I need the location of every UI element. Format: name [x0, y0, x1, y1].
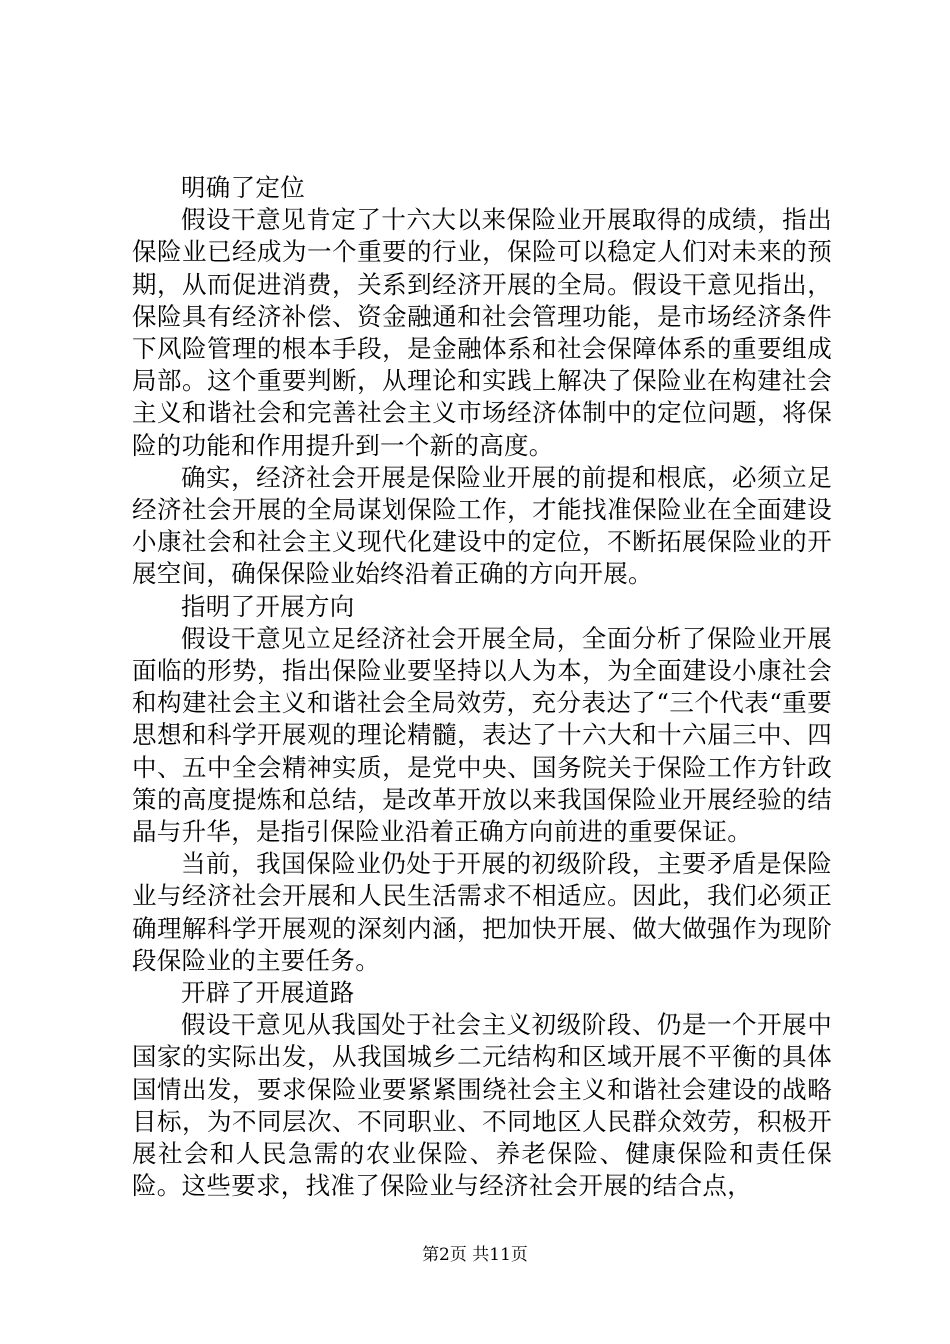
- section-heading-path: 开辟了开展道路: [181, 978, 355, 1008]
- document-body: [132, 172, 832, 1203]
- paragraph: 假设干意见从我国处于社会主义初级阶段、仍是一个开展中国家的实际出发，从我国城乡二元结构和区域开展不平衡的具体国情出发，要求保险业要紧紧围绕社会主义和谐社会建设的战略目标，为不同层次、不同职业、不同地区人民群众效劳，积极开展社会和人民急需的农业保险、养老保险、健康保险和责任保险。这些要求，找准了保险业与经济社会开展的结合点，: [132, 1010, 832, 1201]
- section-heading-positioning: 明确了定位: [181, 173, 305, 202]
- page-number: 第2页: [422, 1245, 467, 1265]
- paragraph: 假设干意见肯定了十六大以来保险业开展取得的成绩，指出保险业已经成为一个重要的行业，保险可以稳定人们对未来的预期，从而促进消费，关系到经济开展的全局。假设干意见指出，保险具有经济补偿、资金融通和社会管理功能，是市场经济条件下风险管理的根本手段，是金融体系和社会保障体系的重要组成局部。这个重要判断，从理论和实践上解决了保险业在构建社会主义和谐社会和完善社会主义市场经济体制中的定位问题，将保险的功能和作用提升到一个新的高度。: [132, 205, 832, 460]
- page-footer: [0, 1243, 950, 1267]
- section-heading-direction: 指明了开展方向: [181, 591, 355, 621]
- paragraph: 确实，经济社会开展是保险业开展的前提和根底，必须立足经济社会开展的全局谋划保险工作，才能找准保险业在全面建设小康社会和社会主义现代化建设中的定位，不断拓展保险业的开展空间，确保保险业始终沿着正确的方向开展。: [132, 462, 832, 589]
- page-total: 共11页: [472, 1245, 528, 1265]
- paragraph: 当前，我国保险业仍处于开展的初级阶段，主要矛盾是保险业与经济社会开展和人民生活需求不相适应。因此，我们必须正确理解科学开展观的深刻内涵，把加快开展、做大做强作为现阶段保险业的主要任务。: [132, 849, 832, 975]
- paragraph: 假设干意见立足经济社会开展全局，全面分析了保险业开展面临的形势，指出保险业要坚持以人为本，为全面建设小康社会和构建社会主义和谐社会全局效劳，充分表达了“三个代表“重要思想和科学开展观的理论精髓，表达了十六大和十六届三中、四中、五中全会精神实质，是党中央、国务院关于保险工作方针政策的高度提炼和总结，是改革开放以来我国保险业开展经验的结晶与升华，是指引保险业沿着正确方向前进的重要保证。: [132, 623, 832, 847]
